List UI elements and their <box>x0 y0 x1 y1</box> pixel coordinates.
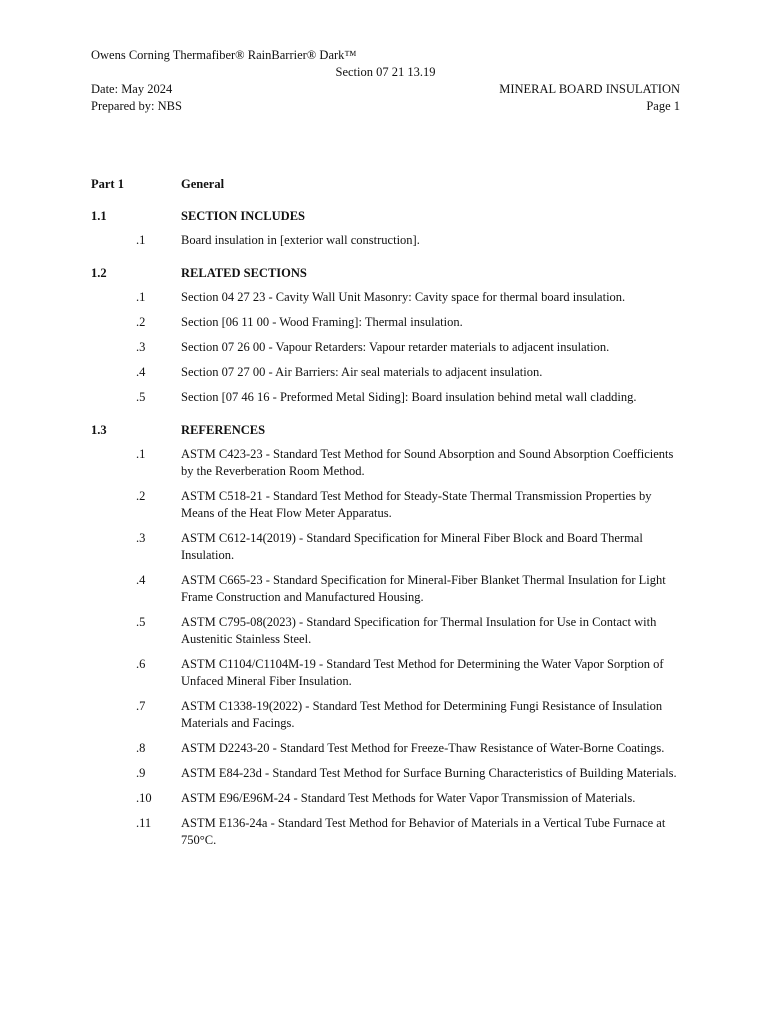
item-number: .9 <box>136 766 146 780</box>
section-title: SECTION INCLUDES <box>181 209 305 223</box>
document-body <box>91 176 691 849</box>
item-number: .2 <box>136 315 146 329</box>
list-item <box>91 614 691 648</box>
item-text: Section 07 26 00 - Vapour Retarders: Vapour retarder materials to adjacent insulation. <box>181 340 610 354</box>
section-title: RELATED SECTIONS <box>181 266 307 280</box>
list-item <box>91 572 691 606</box>
list-item <box>91 389 691 406</box>
document-date: Date: May 2024 <box>91 82 173 96</box>
item-text: ASTM C665-23 - Standard Specification for Mineral-Fiber Blanket Thermal Insulation for Light Frame Construction and Manufactured Housing. <box>181 573 666 604</box>
part-heading <box>91 176 691 192</box>
item-number: .6 <box>136 657 146 671</box>
document-title: MINERAL BOARD INSULATION <box>499 82 680 96</box>
list-item <box>91 698 691 732</box>
item-text: ASTM E96/E96M-24 - Standard Test Methods for Water Vapor Transmission of Materials. <box>181 791 636 805</box>
list-item <box>91 488 691 522</box>
item-number: .3 <box>136 340 146 354</box>
item-text: Section 07 27 00 - Air Barriers: Air seal materials to adjacent insulation. <box>181 365 543 379</box>
section-heading <box>91 208 691 224</box>
item-number: .1 <box>136 290 146 304</box>
item-number: .3 <box>136 531 146 545</box>
item-text: ASTM C612-14(2019) - Standard Specification for Mineral Fiber Block and Board Thermal Insulation. <box>181 531 643 562</box>
part-number: Part 1 <box>91 177 124 191</box>
list-item <box>91 314 691 331</box>
page-header <box>91 47 680 115</box>
item-text: ASTM C795-08(2023) - Standard Specification for Thermal Insulation for Use in Contact with Austenitic Stainless Steel. <box>181 615 657 646</box>
list-item <box>91 446 691 480</box>
prepared-by: Prepared by: NBS <box>91 99 182 113</box>
list-item <box>91 232 691 249</box>
list-item <box>91 339 691 356</box>
header-row-prepared <box>91 98 680 115</box>
section-number: 1.2 <box>91 266 107 280</box>
item-text: Section [06 11 00 - Wood Framing]: Thermal insulation. <box>181 315 463 329</box>
item-text: ASTM C1338-19(2022) - Standard Test Method for Determining Fungi Resistance of Insulation Materials and Facings. <box>181 699 663 730</box>
item-number: .4 <box>136 573 146 587</box>
list-item <box>91 530 691 564</box>
section-1-3 <box>91 422 691 849</box>
section-code: Section 07 21 13.19 <box>335 65 436 79</box>
list-item <box>91 765 691 782</box>
item-text: ASTM E136-24a - Standard Test Method for Behavior of Materials in a Vertical Tube Furnace at 750°C. <box>181 816 666 847</box>
list-item <box>91 790 691 807</box>
item-number: .1 <box>136 447 146 461</box>
item-number: .4 <box>136 365 146 379</box>
part-title: General <box>181 177 225 191</box>
item-number: .1 <box>136 233 146 247</box>
list-item <box>91 815 691 849</box>
item-number: .5 <box>136 390 146 404</box>
section-title: REFERENCES <box>181 423 266 437</box>
section-number: 1.3 <box>91 423 107 437</box>
item-text: ASTM C423-23 - Standard Test Method for Sound Absorption and Sound Absorption Coefficients by the Reverberation Room Method. <box>181 447 674 478</box>
item-text: Section 04 27 23 - Cavity Wall Unit Masonry: Cavity space for thermal board insulation. <box>181 290 626 304</box>
list-item <box>91 364 691 381</box>
section-heading <box>91 265 691 281</box>
item-number: .2 <box>136 489 146 503</box>
item-number: .5 <box>136 615 146 629</box>
item-number: .10 <box>136 791 152 805</box>
section-1-2 <box>91 265 691 406</box>
list-item <box>91 289 691 306</box>
item-number: .8 <box>136 741 146 755</box>
section-heading <box>91 422 691 438</box>
item-text: ASTM C1104/C1104M-19 - Standard Test Method for Determining the Water Vapor Sorption of Unfaced Mineral Fiber Insulation. <box>181 657 664 688</box>
section-number: 1.1 <box>91 209 107 223</box>
list-item <box>91 656 691 690</box>
item-text: ASTM E84-23d - Standard Test Method for Surface Burning Characteristics of Building Materials. <box>181 766 677 780</box>
header-row-date <box>91 81 680 98</box>
section-1-1 <box>91 208 691 249</box>
item-text: ASTM D2243-20 - Standard Test Method for Freeze-Thaw Resistance of Water-Borne Coatings. <box>181 741 665 755</box>
product-name: Owens Corning Thermafiber® RainBarrier® Dark™ <box>91 48 357 62</box>
page-number: Page 1 <box>646 99 680 113</box>
item-text: Section [07 46 16 - Preformed Metal Siding]: Board insulation behind metal wall cladding. <box>181 390 637 404</box>
item-text: Board insulation in [exterior wall construction]. <box>181 233 420 247</box>
item-text: ASTM C518-21 - Standard Test Method for Steady-State Thermal Transmission Properties by Means of the Heat Flow Meter Apparatus. <box>181 489 652 520</box>
list-item <box>91 740 691 757</box>
item-number: .11 <box>136 816 152 830</box>
item-number: .7 <box>136 699 146 713</box>
sections-container <box>91 208 691 849</box>
